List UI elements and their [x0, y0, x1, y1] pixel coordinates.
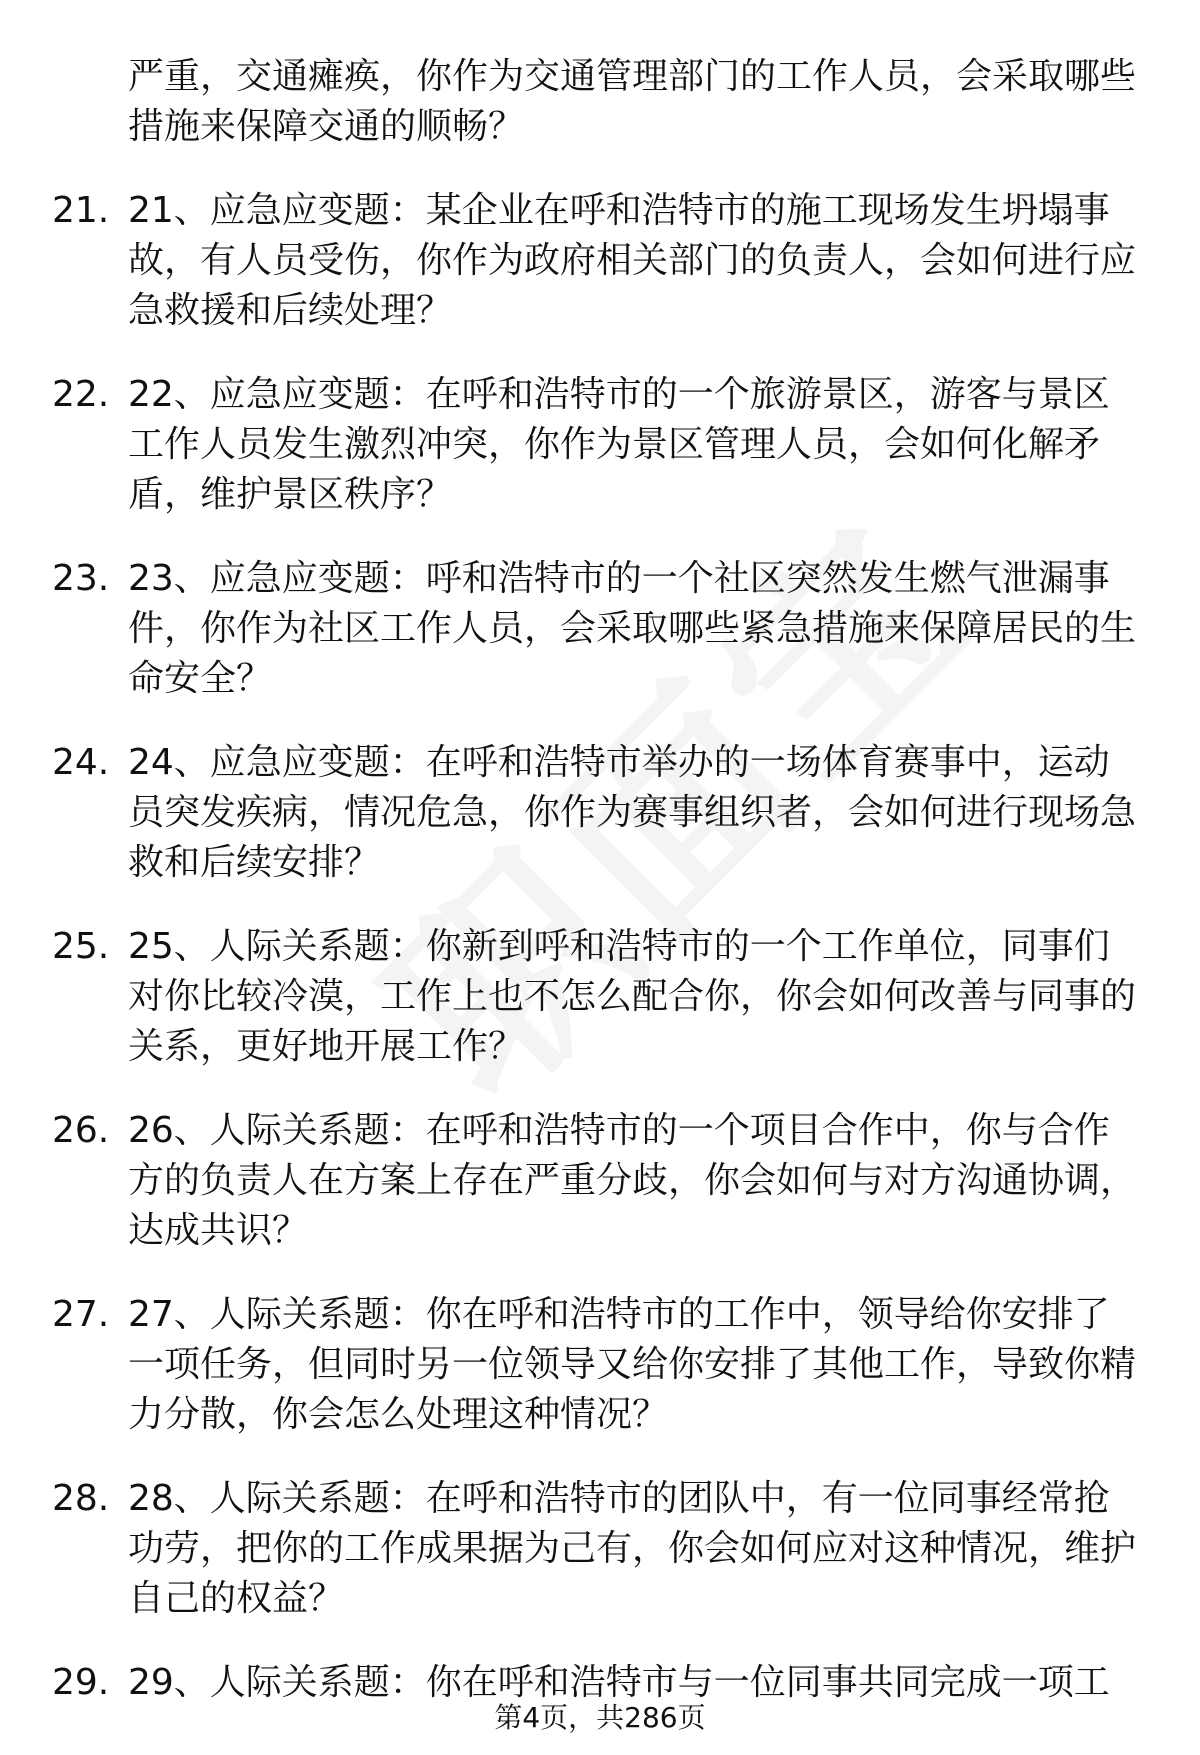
list-item-number: 28. — [52, 1478, 110, 1519]
list-item — [52, 922, 1138, 1072]
list-item-number: 23. — [52, 558, 110, 599]
list-item — [52, 186, 1138, 336]
question-list — [0, 52, 1200, 1742]
list-item-text: 25、人际关系题：你新到呼和浩特市的一个工作单位，同事们对你比较冷漠，工作上也不怎么配合你，你会如何改善与同事的关系，更好地开展工作？ — [128, 926, 1137, 1067]
list-item-text: 28、人际关系题：在呼和浩特市的团队中，有一位同事经常抢功劳，把你的工作成果据为己有，你会如何应对这种情况，维护自己的权益？ — [128, 1478, 1137, 1619]
list-item-number: 24. — [52, 742, 110, 783]
list-item — [52, 1290, 1138, 1440]
list-item-number: 25. — [52, 926, 110, 967]
list-item-text: 24、应急应变题：在呼和浩特市举办的一场体育赛事中，运动员突发疾病，情况危急，你作为赛事组织者，会如何进行现场急救和后续安排？ — [128, 742, 1137, 883]
continuation-text: 严重，交通瘫痪，你作为交通管理部门的工作人员，会采取哪些措施来保障交通的顺畅？ — [128, 56, 1137, 147]
list-item-text: 23、应急应变题：呼和浩特市的一个社区突然发生燃气泄漏事件，你作为社区工作人员，会采取哪些紧急措施来保障居民的生命安全？ — [128, 558, 1137, 699]
list-item-text: 22、应急应变题：在呼和浩特市的一个旅游景区，游客与景区工作人员发生激烈冲突，你作为景区管理人员，会如何化解矛盾，维护景区秩序？ — [128, 374, 1110, 515]
list-item-number: 21. — [52, 190, 110, 231]
list-item — [52, 1106, 1138, 1256]
list-item-text: 21、应急应变题：某企业在呼和浩特市的施工现场发生坍塌事故，有人员受伤，你作为政府相关部门的负责人，会如何进行应急救援和后续处理？ — [128, 190, 1137, 331]
list-item — [52, 554, 1138, 704]
list-item-text: 29、人际关系题：你在呼和浩特市与一位同事共同完成一项工 — [128, 1662, 1110, 1703]
list-item — [52, 370, 1138, 520]
list-item — [52, 1474, 1138, 1624]
list-item-number: 29. — [52, 1662, 110, 1703]
list-item-number: 22. — [52, 374, 110, 415]
list-item-text: 27、人际关系题：你在呼和浩特市的工作中，领导给你安排了一项任务，但同时另一位领导又给你安排了其他工作，导致你精力分散，你会怎么处理这种情况？ — [128, 1294, 1137, 1435]
list-item-text: 26、人际关系题：在呼和浩特市的一个项目合作中，你与合作方的负责人在方案上存在严重分歧，你会如何与对方沟通协调，达成共识？ — [128, 1110, 1137, 1251]
page-footer: 第4页，共286页 — [494, 1701, 706, 1734]
list-item-number: 27. — [52, 1294, 110, 1335]
list-item-number: 26. — [52, 1110, 110, 1151]
list-item — [52, 738, 1138, 888]
